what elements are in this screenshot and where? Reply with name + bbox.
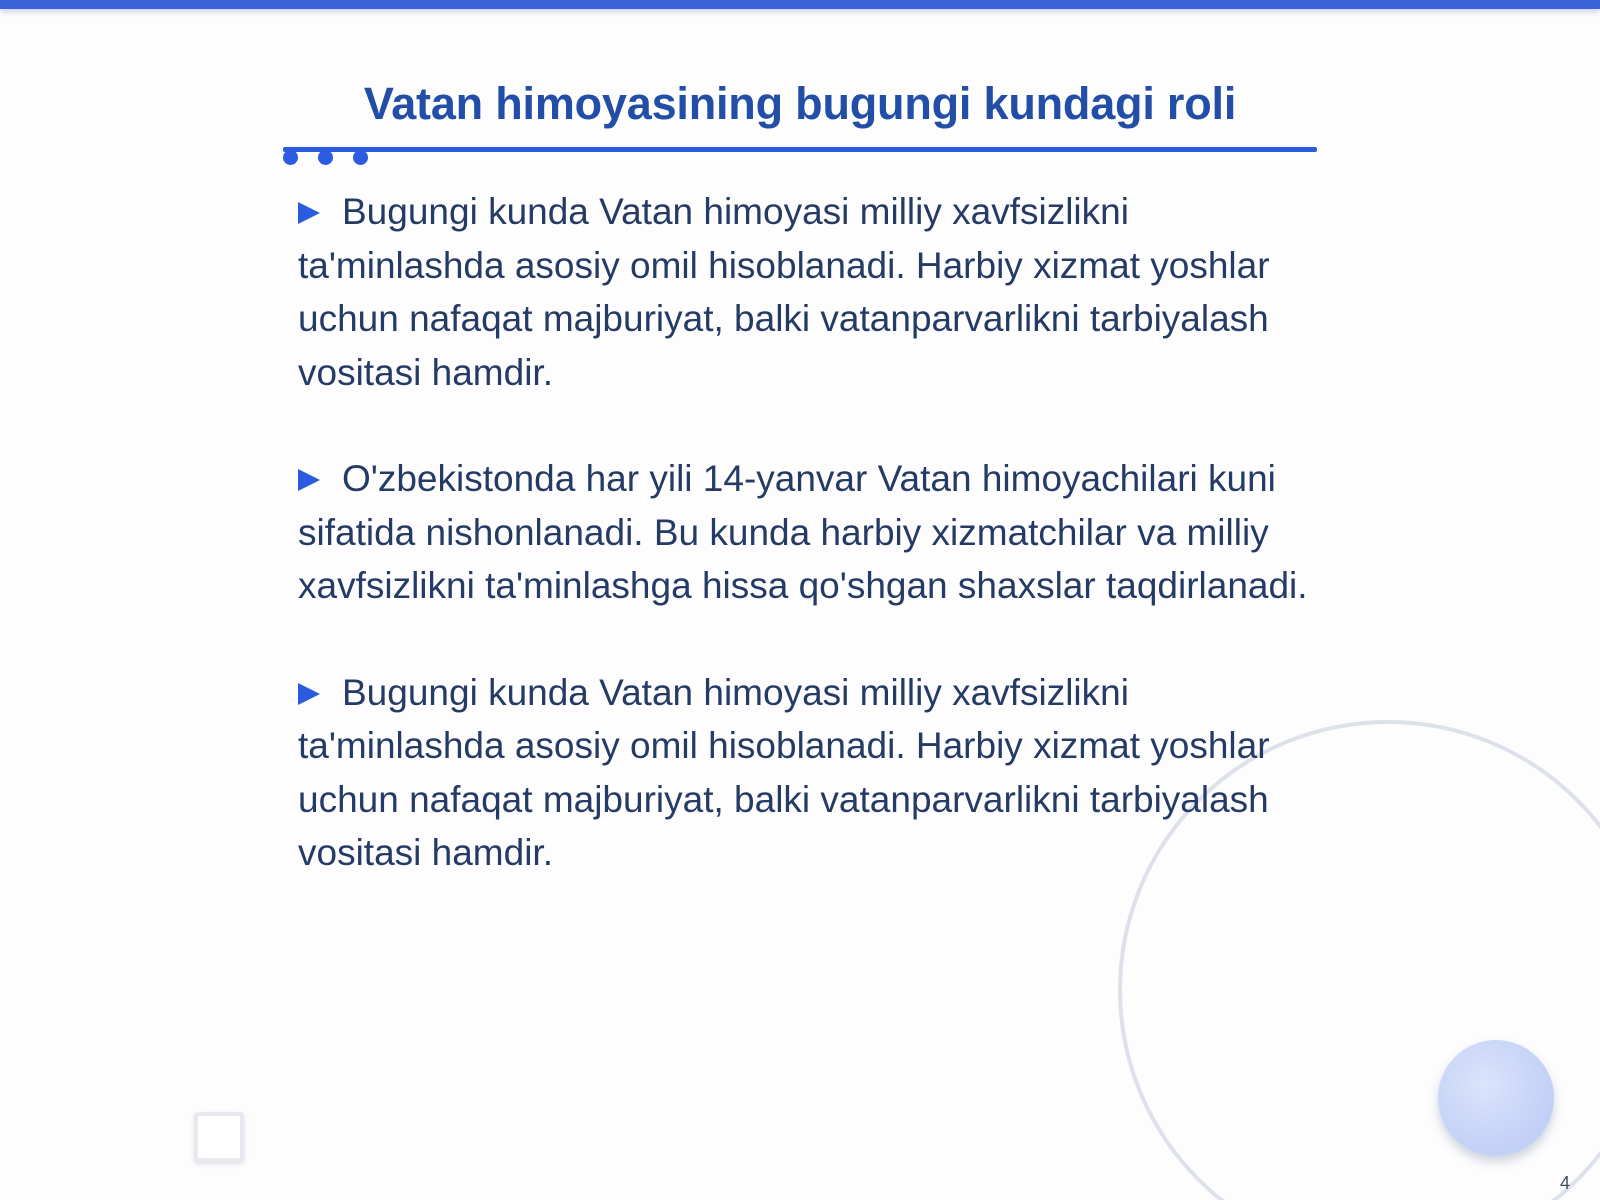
triangle-bullet-icon	[298, 202, 320, 224]
title-underline	[283, 147, 1317, 152]
decorative-dot	[353, 150, 368, 165]
paragraph-text: Bugungi kunda Vatan himoyasi milliy xavfsizlikni ta'minlashda asosiy omil hisoblanadi. Harbiy xizmat yoshlar uchun nafaqat majburiyat, balki vatanparvarlikni tarbiyalash vositasi hamdir.	[298, 191, 1270, 393]
bullet-paragraph-1	[298, 185, 1318, 399]
bullet-paragraph-3	[298, 666, 1318, 880]
bullet-paragraph-2	[298, 452, 1318, 613]
decorative-dot	[283, 150, 298, 165]
decorative-circle	[1438, 1040, 1554, 1156]
triangle-bullet-icon	[298, 469, 320, 491]
top-accent-bar	[0, 0, 1600, 9]
slide-title: Vatan himoyasining bugungi kundagi roli	[363, 78, 1237, 129]
decorative-dot	[318, 150, 333, 165]
paragraph-text: Bugungi kunda Vatan himoyasi milliy xavfsizlikni ta'minlashda asosiy omil hisoblanadi. Harbiy xizmat yoshlar uchun nafaqat majburiyat, balki vatanparvarlikni tarbiyalash vositasi hamdir.	[298, 671, 1270, 873]
page-number: 4	[1559, 1173, 1570, 1193]
paragraph-text: O'zbekistonda har yili 14-yanvar Vatan himoyachilari kuni sifatida nishonlanadi. Bu kunda harbiy xizmatchilar va milliy xavfsizlikni ta'minlashga hissa qo'shgan shaxslar taqdirlanadi.	[298, 458, 1308, 606]
slide-body	[298, 185, 1318, 933]
triangle-bullet-icon	[298, 683, 320, 705]
decorative-square	[194, 1112, 244, 1162]
